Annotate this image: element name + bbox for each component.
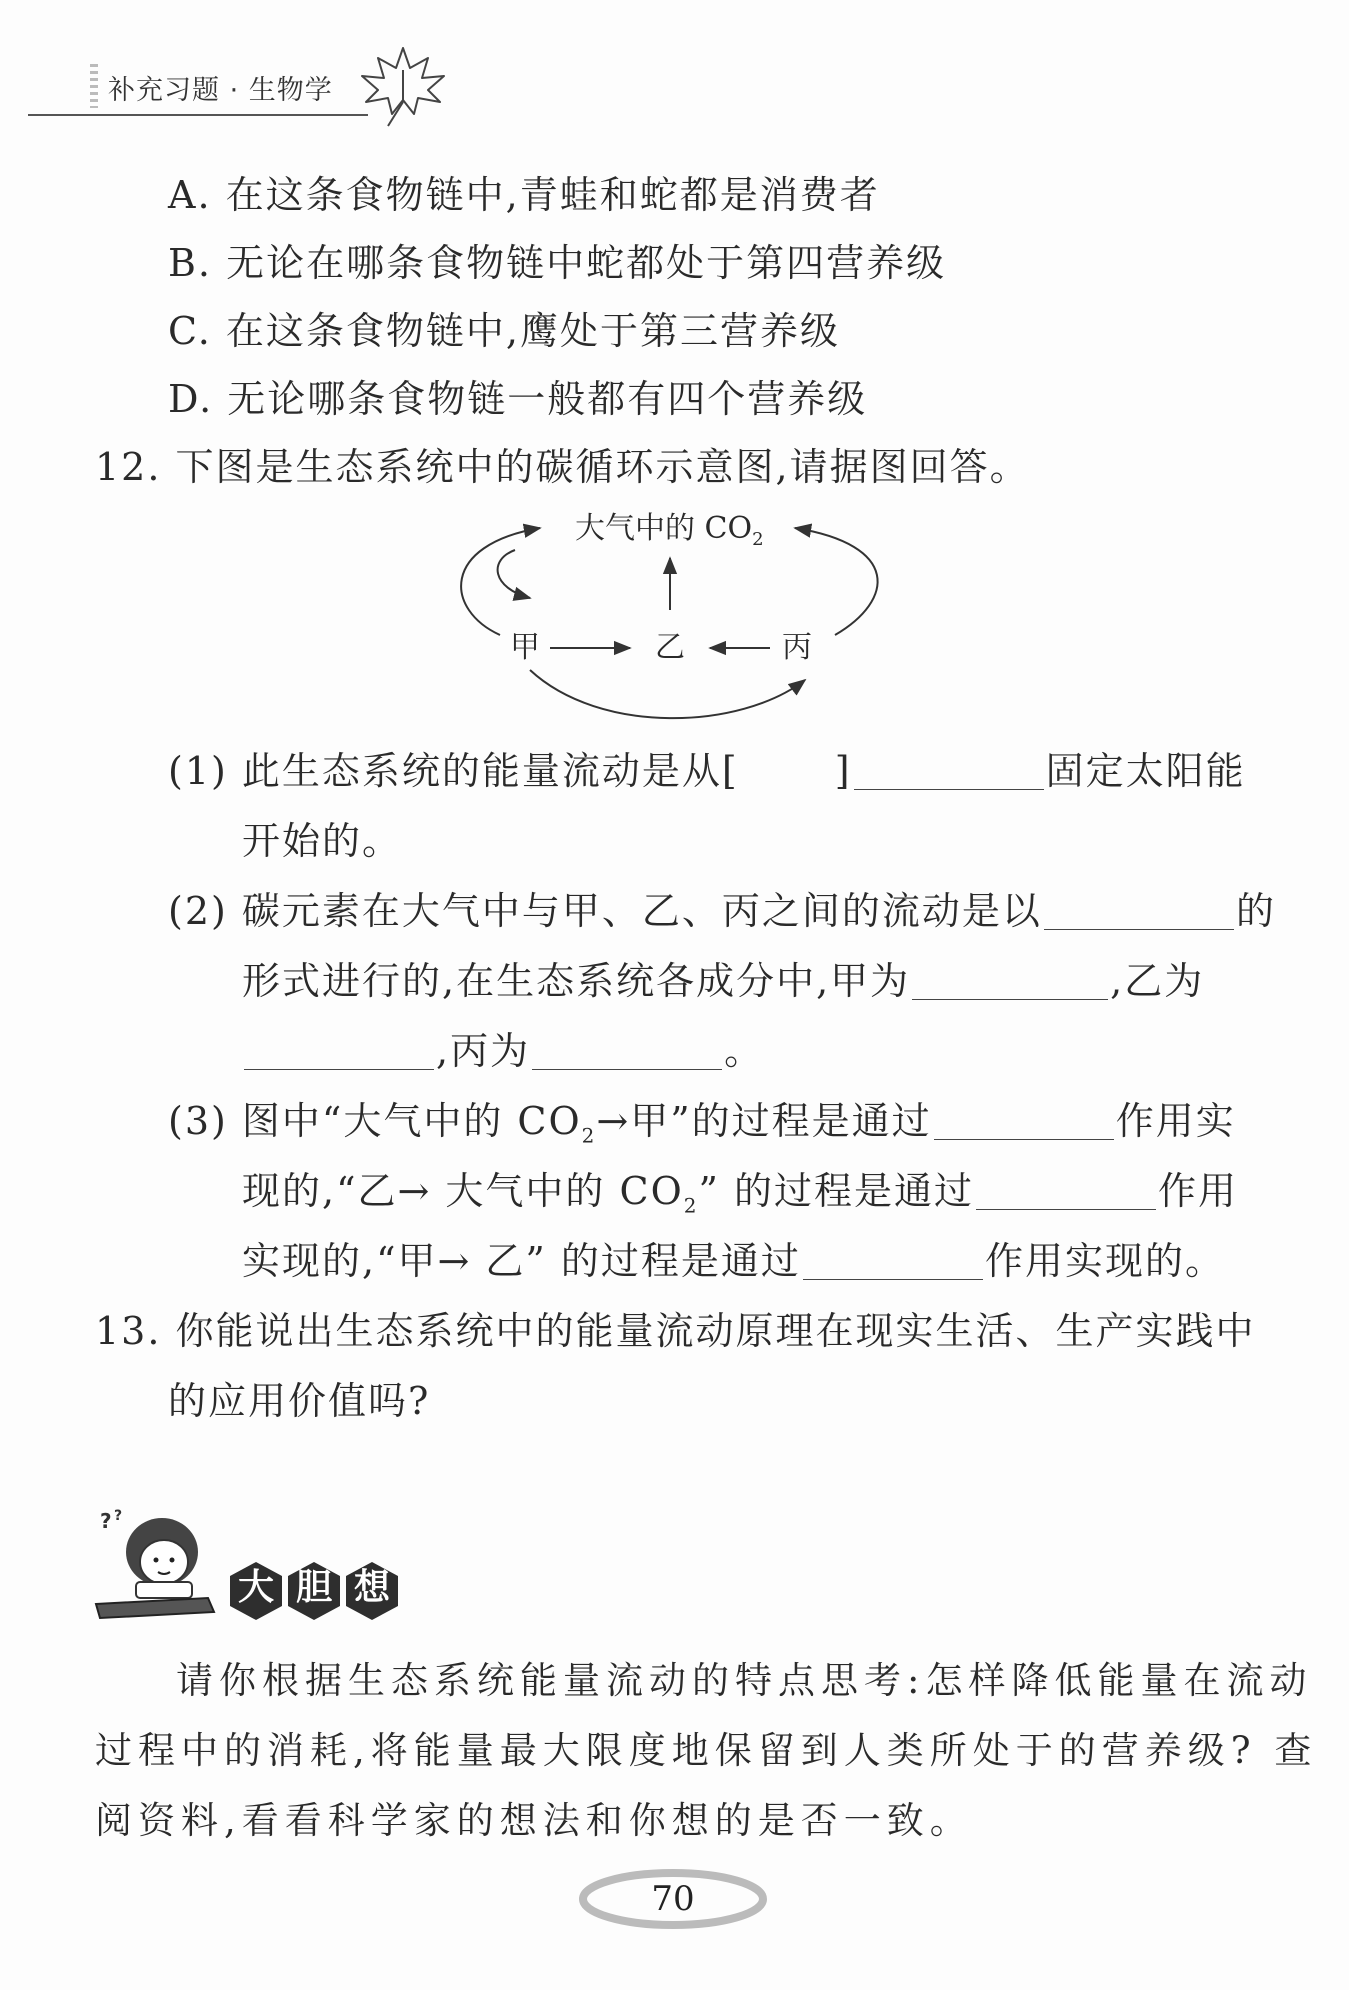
- thinking-student-illustration: [90, 1500, 220, 1630]
- option-text: 无论在哪条食物链中蛇都处于第四营养级: [226, 241, 947, 285]
- question-number: 13.: [95, 1309, 162, 1353]
- answer-blank: [532, 1035, 722, 1070]
- section-paragraph-line1: 请你根据生态系统能量流动的特点思考:怎样降低能量在流动: [176, 1659, 1313, 1702]
- header-dots: [90, 64, 98, 108]
- question-12-stem: [95, 445, 1030, 489]
- option-text: 无论哪条食物链一般都有四个营养级: [227, 377, 868, 421]
- answer-blank: [244, 1035, 434, 1070]
- answer-blank: [912, 965, 1108, 1000]
- carbon-cycle-diagram: [440, 500, 920, 730]
- answer-blank: [976, 1175, 1156, 1210]
- option-d: [168, 377, 868, 421]
- option-c: [168, 309, 840, 353]
- badge-hexagon: 想: [344, 1560, 400, 1622]
- q12-part-3: (3) 图中“大气中的 $CO_2\to$甲”的过程是通过 作用实: [168, 1099, 1236, 1148]
- question-number: 12.: [95, 445, 162, 489]
- option-a: [168, 173, 880, 217]
- question-13: [95, 1309, 1256, 1353]
- node-jia: 甲: [510, 630, 540, 665]
- answer-blank: [1044, 895, 1234, 930]
- answer-blank: [803, 1245, 983, 1280]
- header-title: 补充习题 · 生物学: [108, 75, 333, 106]
- option-letter: D.: [168, 377, 214, 421]
- section-paragraph-line2: 过程中的消耗,将能量最大限度地保留到人类所处于的营养级? 查: [95, 1729, 1318, 1772]
- option-text: 在这条食物链中,青蛙和蛇都是消费者: [225, 173, 880, 217]
- option-letter: A.: [168, 173, 212, 217]
- option-letter: B.: [168, 241, 213, 285]
- page-number-badge: [578, 1868, 768, 1930]
- maple-leaf-icon: [348, 40, 458, 130]
- q12-part-3-line3: 实现的,“甲→ 乙” 的过程是通过 作用实现的。: [242, 1239, 1225, 1283]
- q12-part-1: (1) 此生态系统的能量流动是从[ ] 固定太阳能: [168, 749, 1246, 793]
- question-13-cont: 的应用价值吗?: [168, 1379, 431, 1423]
- header-rule: [28, 114, 368, 116]
- option-b: [168, 241, 947, 285]
- q12-part-3-line2: 现的,“乙→ 大气中的 $CO_2$” 的过程是通过 作用: [242, 1169, 1238, 1218]
- q12-part-1-cont: 开始的。: [242, 819, 403, 863]
- option-text: 在这条食物链中,鹰处于第三营养级: [225, 309, 840, 353]
- question-text: 你能说出生态系统中的能量流动原理在现实生活、生产实践中: [175, 1309, 1256, 1353]
- badge-hexagon: 胆: [286, 1560, 342, 1622]
- svg-text:?: ?: [100, 1509, 112, 1533]
- node-atmosphere-co2: 大气中的 $CO_2$: [575, 511, 764, 550]
- q12-part-2: (2) 碳元素在大气中与甲、乙、丙之间的流动是以 的: [168, 889, 1276, 933]
- q12-part-2-line3: ,丙为 。: [242, 1032, 764, 1070]
- section-paragraph-line3: 阅资料,看看科学家的想法和你想的是否一致。: [95, 1799, 973, 1842]
- q12-part-2-line2: 形式进行的,在生态系统各成分中,甲为 ,乙为: [242, 959, 1205, 1003]
- option-letter: C.: [168, 309, 212, 353]
- answer-blank: [934, 1105, 1114, 1140]
- svg-text:?: ?: [114, 1508, 123, 1524]
- page-number: 70: [651, 1879, 695, 1919]
- answer-blank: [854, 755, 1044, 790]
- question-text: 下图是生态系统中的碳循环示意图,请据图回答。: [175, 445, 1030, 489]
- node-yi: 乙: [655, 630, 685, 665]
- badge-hexagon: 大: [228, 1560, 284, 1622]
- node-bing: 丙: [782, 630, 812, 665]
- page-header: [28, 40, 428, 130]
